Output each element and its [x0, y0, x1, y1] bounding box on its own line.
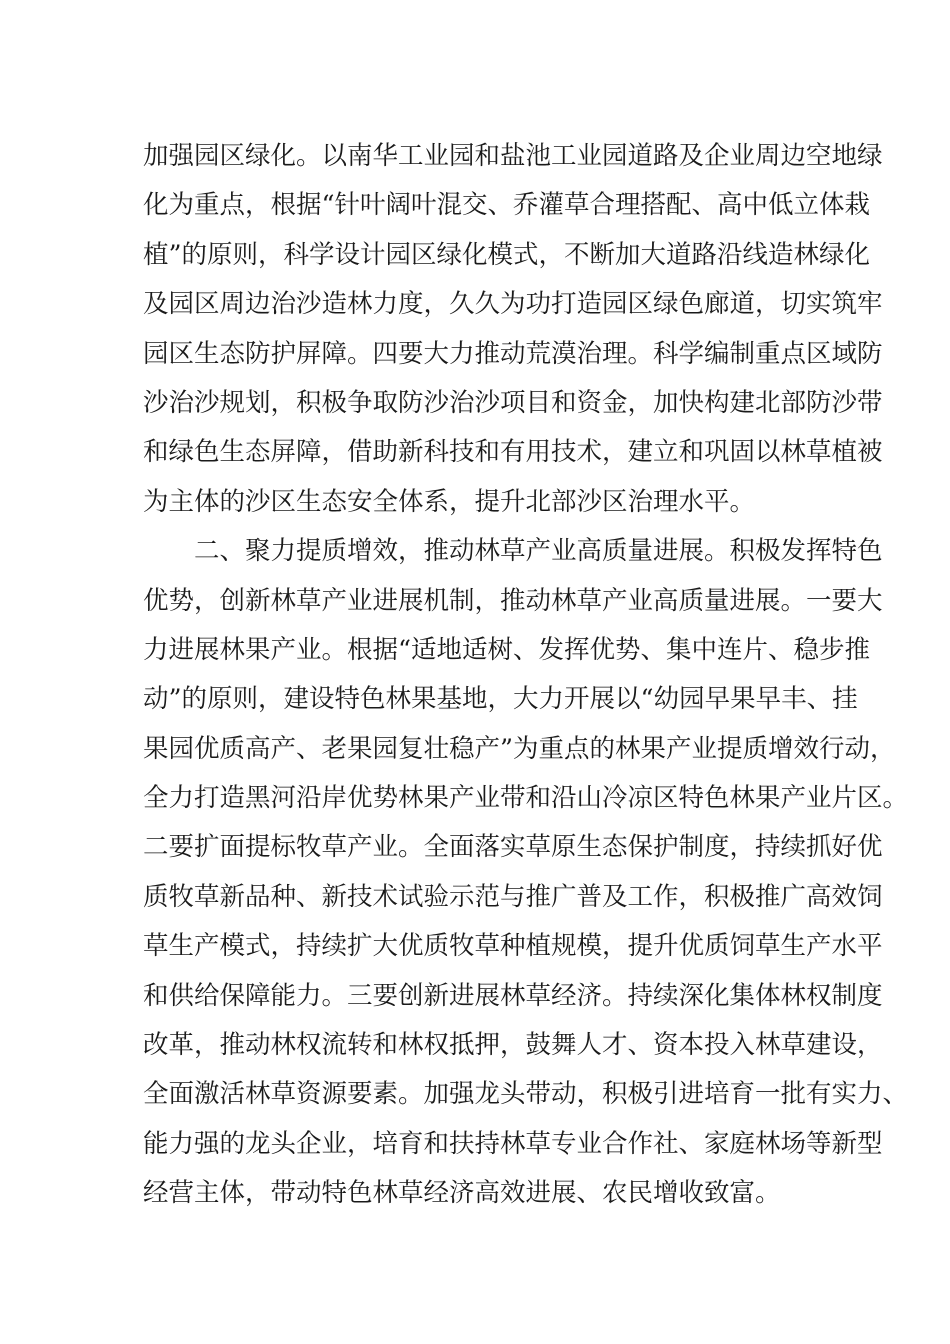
text-line: 全力打造黑河沿岸优势林果产业带和沿山冷凉区特色林果产业片区。 — [143, 783, 909, 814]
text-line: 全面激活林草资源要素。加强龙头带动，积极引进培育一批有实力、 — [143, 1079, 909, 1110]
text-line: 改革，推动林权流转和林权抵押，鼓舞人才、资本投入林草建设， — [143, 1030, 883, 1061]
text-line: 园区生态防护屏障。四要大力推动荒漠治理。科学编制重点区域防 — [143, 338, 883, 369]
text-line: 加强园区绿化。以南华工业园和盐池工业园道路及企业周边空地绿 — [143, 141, 883, 171]
text-line: 和绿色生态屏障，借助新科技和有用技术，建立和巩固以林草植被 — [143, 437, 883, 468]
text-line: 二、聚力提质增效，推动林草产业高质量进展。积极发挥特色 — [143, 536, 883, 567]
text-line: 二要扩面提标牧草产业。全面落实草原生态保护制度，持续抓好优 — [143, 832, 883, 863]
text-line: 为主体的沙区生态安全体系，提升北部沙区治理水平。 — [143, 486, 756, 517]
text-line: 质牧草新品种、新技术试验示范与推广普及工作，积极推广高效饲 — [143, 881, 883, 912]
text-line: 果园优质高产、老果园复壮稳产”为重点的林果产业提质增效行动， — [143, 733, 896, 764]
body-text — [143, 132, 909, 1219]
text-line: 优势，创新林草产业进展机制，推动林草产业高质量进展。一要大 — [143, 585, 883, 616]
text-line: 经营主体，带动特色林草经济高效进展、农民增收致富。 — [143, 1178, 781, 1209]
text-line: 能力强的龙头企业，培育和扶持林草专业合作社、家庭林场等新型 — [143, 1128, 883, 1159]
text-line: 化为重点，根据“针叶阔叶混交、乔灌草合理搭配、高中低立体栽 — [143, 190, 871, 221]
text-line: 草生产模式，持续扩大优质牧草种植规模，提升优质饲草生产水平 — [143, 931, 883, 962]
text-line: 动”的原则，建设特色林果基地，大力开展以“幼园早果早丰、挂 — [143, 684, 858, 715]
text-line: 力进展林果产业。根据“适地适树、发挥优势、集中连片、稳步推 — [143, 634, 871, 665]
text-line: 植”的原则，科学设计园区绿化模式，不断加大道路沿线造林绿化 — [143, 239, 871, 270]
text-line: 沙治沙规划，积极争取防沙治沙项目和资金，加快构建北部防沙带 — [143, 387, 883, 418]
text-line: 及园区周边治沙造林力度，久久为功打造园区绿色廊道，切实筑牢 — [143, 289, 883, 320]
text-line: 和供给保障能力。三要创新进展林草经济。持续深化集体林权制度 — [143, 980, 883, 1011]
